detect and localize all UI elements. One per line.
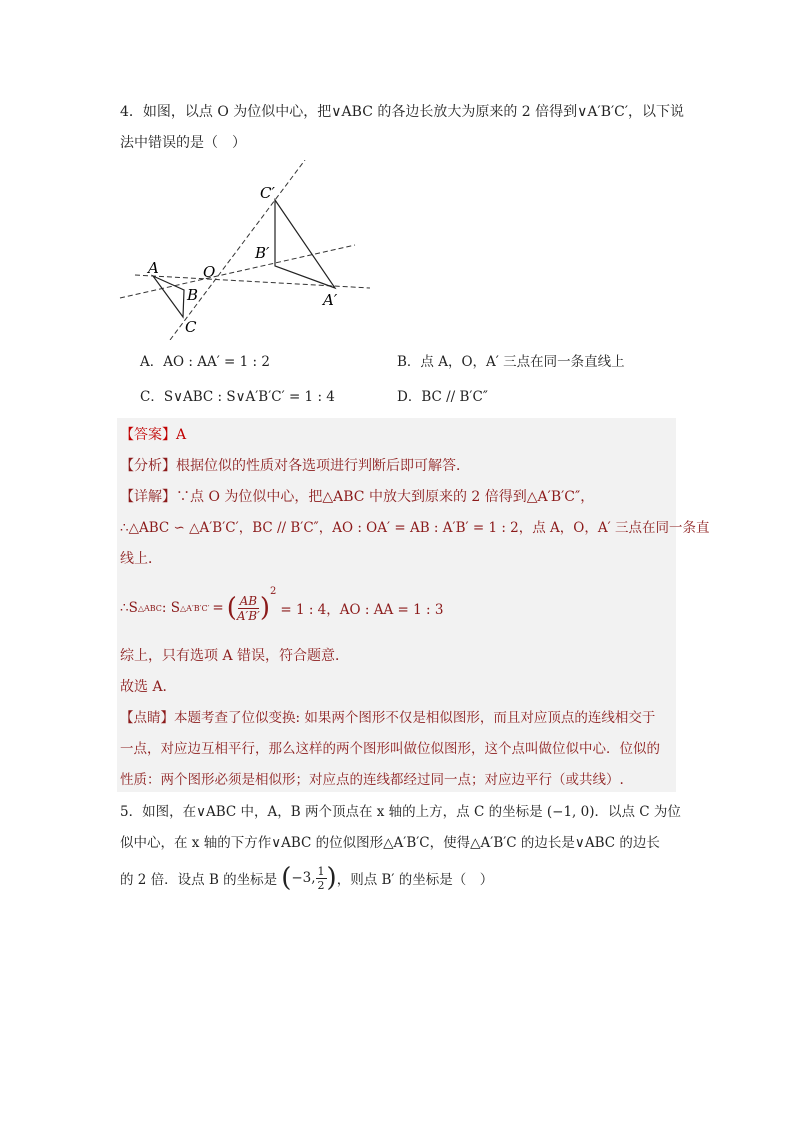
q5-stem-line2: 似中心，在 x 轴的下方作∨ABC 的位似图形△A′B′C，使得△A′B′C 的边长是∨ABC 的边长: [120, 835, 660, 851]
comment-line3: 性质：两个图形必须是相似形；对应点的连线都经过同一点；对应边平行（或共线）.: [120, 772, 624, 788]
answer-line: 【答案】A: [120, 427, 187, 443]
q4-stem-line1: 4．如图，以点 O 为位似中心，把∨ABC 的各边长放大为原来的 2 倍得到∨A′B′C′，以下说: [120, 104, 685, 120]
detail4-rest: = 1 : 4，AO : AA = 1 : 3: [280, 602, 444, 618]
triangle-a2b2c2: [275, 200, 335, 288]
q5-stem-line1: 5．如图，在∨ABC 中，A，B 两个顶点在 x 轴的上方，点 C 的坐标是 (−1, 0)．以点 C 为位: [120, 804, 681, 820]
option-c: C．S∨ABC : S∨A′B′C′ = 1 : 4: [140, 389, 335, 405]
comment-line2: 一点，对应边互相平行，那么这样的两个图形叫做位似图形，这个点叫做位似中心．位似的: [120, 741, 660, 757]
label-b: B: [187, 286, 199, 304]
detail-line1: 【详解】∵点 O 为位似中心，把△ABC 中放大到原来的 2 倍得到△A′B′C″，: [120, 489, 595, 505]
detail4-sub2: △A′B′C′: [180, 603, 210, 613]
detail4-frac-den: A′B′: [236, 608, 260, 623]
comment-line1: 【点睛】本题考查了位似变换: 如果两个图形不仅是相似图形，而且对应顶点的连线相交于: [120, 710, 656, 726]
dashed-line-cc: [170, 160, 305, 340]
label-c: C: [185, 318, 197, 336]
option-a: A．AO : AA′ = 1 : 2: [140, 354, 270, 370]
label-o: O: [203, 263, 216, 281]
triangle-abc: [153, 276, 184, 317]
label-a-prime: A′: [323, 291, 338, 309]
detail-line2: ∴△ABC ∽ △A′B′C′，BC // B′C″，AO : OA′ = AB : A′B′ = 1 : 2，点 A，O，A′ 三点在同一条直: [120, 520, 710, 536]
option-b: B．点 A，O，A′ 三点在同一条直线上: [397, 354, 625, 370]
detail4-frac-num: AB: [239, 593, 258, 608]
q5-stem-line3: 的 2 倍．设点 B 的坐标是 ( −3, $\frac{1}{2}$ ) ，则点 B′ 的坐标是（ ）: [120, 863, 494, 893]
label-a: A: [148, 259, 159, 277]
analysis-line: 【分析】根据位似的性质对各选项进行判断后即可解答．: [120, 458, 470, 474]
detail4-sub1: △ABC: [137, 603, 162, 613]
similarity-figure: [115, 160, 385, 340]
detail4-mid: : S: [161, 600, 181, 616]
q4-stem-line2: 法中错误的是（ ）: [120, 135, 246, 151]
summary-line: 综上，只有选项 A 错误，符合题意．: [120, 648, 350, 664]
q5-frac-num: 1: [317, 864, 325, 878]
detail-line3: 线上．: [120, 551, 162, 567]
q5-frac-den: 2: [317, 878, 325, 892]
q5-line3-post: ，则点 B′ 的坐标是（ ）: [336, 872, 494, 888]
dashed-line-aa: [135, 275, 370, 288]
label-c-prime: C′: [260, 184, 275, 202]
detail4-exp: 2: [269, 586, 277, 597]
detail4-prefix: ∴S: [120, 600, 138, 616]
q5-line3-pre: 的 2 倍．设点 B 的坐标是: [120, 872, 278, 888]
label-b-prime: B′: [255, 244, 270, 262]
option-d: D．BC // B′C″: [397, 389, 488, 405]
detail-line4: ∴S △ABC : S △A′B′C′ = ( $\frac{AB}{A'B'}$ ) $^2$ = 1 : 4，AO : AA = 1 : 3: [120, 586, 444, 623]
q5-line3-coord: −3,: [291, 870, 316, 886]
choose-line: 故选 A．: [120, 679, 177, 695]
